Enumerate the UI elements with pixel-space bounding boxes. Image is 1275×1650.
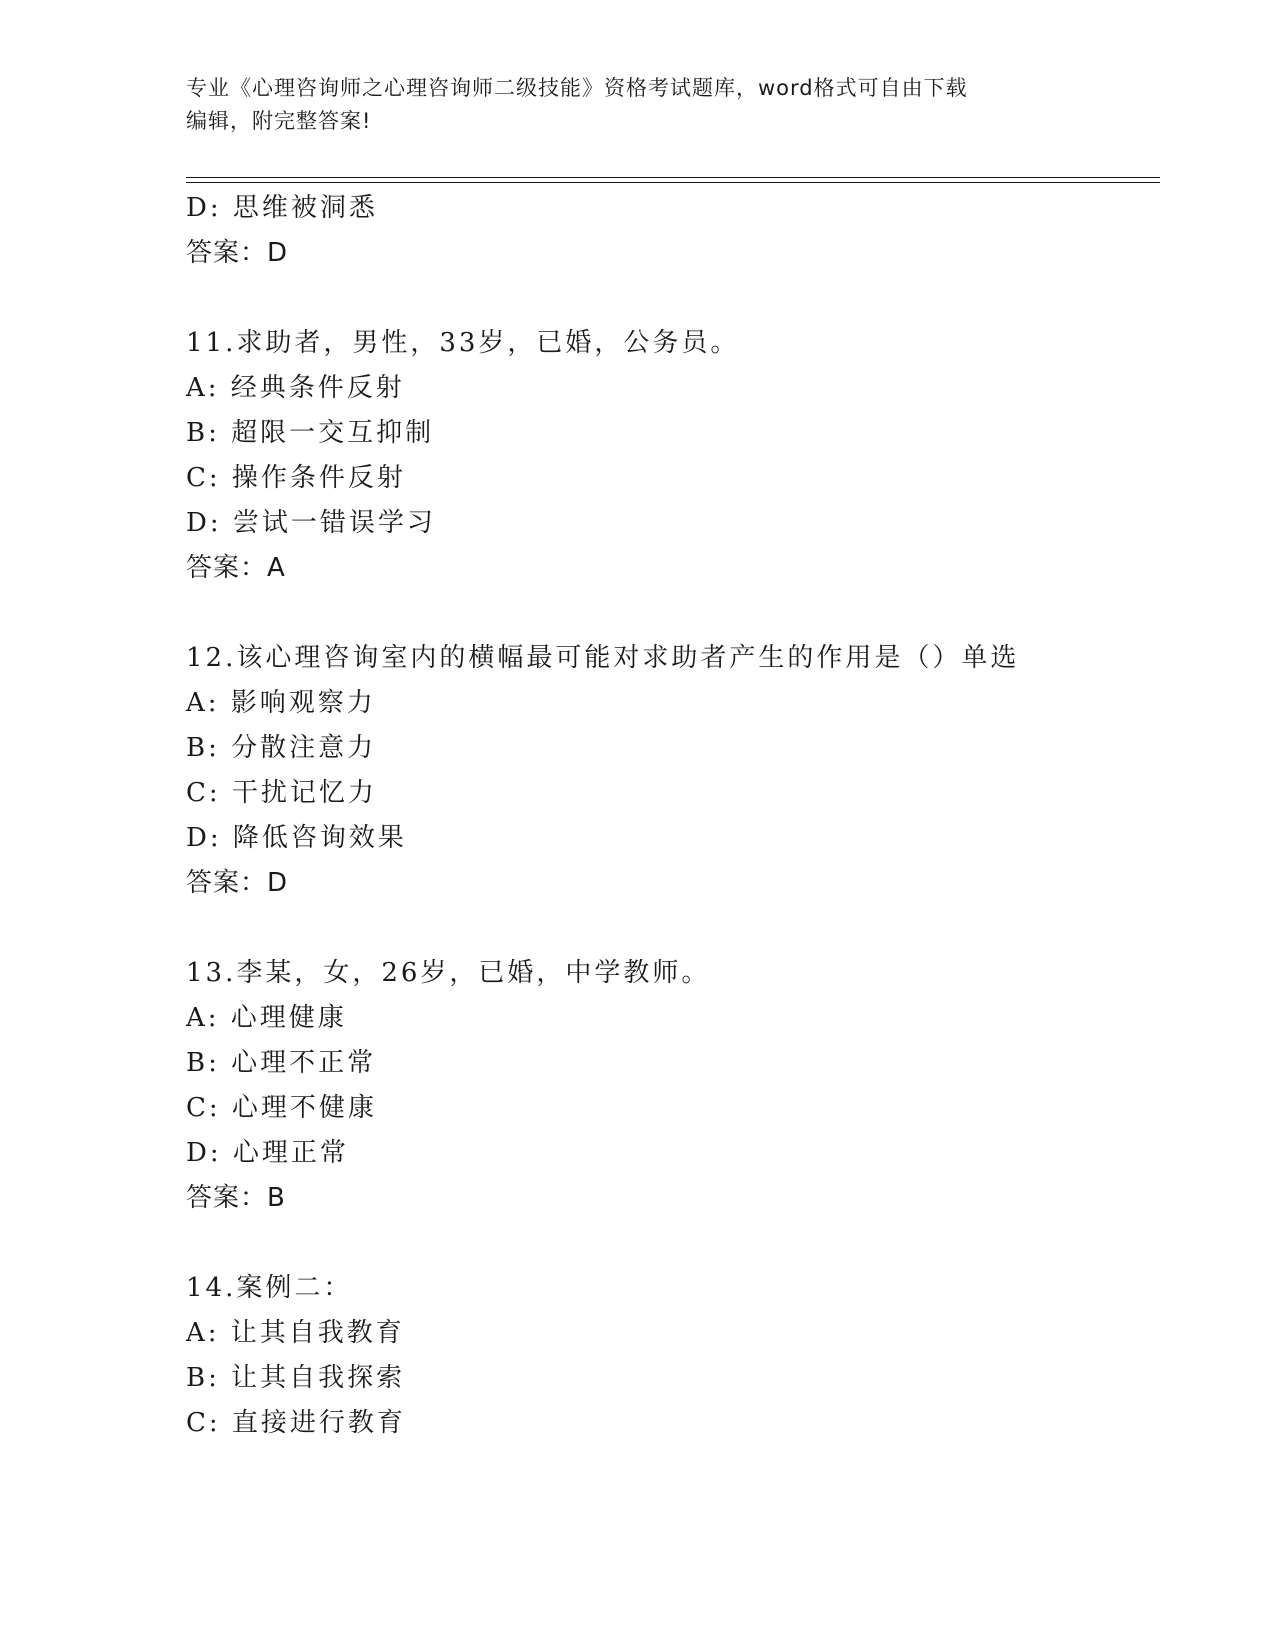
option-d: D: 降低咨询效果 <box>186 823 407 853</box>
option-a: A: 经典条件反射 <box>186 373 405 403</box>
option-d: D: 心理正常 <box>186 1138 349 1168</box>
option-b: B: 超限一交互抑制 <box>186 418 435 448</box>
option-b: B: 让其自我探索 <box>186 1363 406 1393</box>
option-d: D: 尝试一错误学习 <box>186 508 436 538</box>
option-c: C: 干扰记忆力 <box>186 778 377 808</box>
answer: 答案：B <box>186 1183 286 1213</box>
option-b: B: 分散注意力 <box>186 733 377 763</box>
document-header <box>186 72 1086 138</box>
option-b: B: 心理不正常 <box>186 1048 377 1078</box>
header-line-1: 专业《心理咨询师之心理咨询师二级技能》资格考试题库，word格式可自由下载 <box>186 76 968 100</box>
header-divider-top <box>186 177 1160 178</box>
option-c: C: 直接进行教育 <box>186 1408 406 1438</box>
question-stem: 12.该心理咨询室内的横幅最可能对求助者产生的作用是（）单选 <box>186 643 1020 673</box>
option-d: D: 思维被洞悉 <box>186 193 378 223</box>
option-a: A: 心理健康 <box>186 1003 347 1033</box>
option-a: A: 影响观察力 <box>186 688 376 718</box>
header-divider-bottom <box>186 182 1160 183</box>
header-line-2: 编辑，附完整答案! <box>186 109 372 133</box>
option-c: C: 操作条件反射 <box>186 463 406 493</box>
answer: 答案：A <box>186 553 286 583</box>
question-stem: 14.案例二： <box>186 1273 353 1303</box>
question-stem: 11.求助者，男性，33岁，已婚，公务员。 <box>186 328 740 358</box>
option-a: A: 让其自我教育 <box>186 1318 405 1348</box>
question-stem: 13.李某，女，26岁，已婚，中学教师。 <box>186 958 711 988</box>
option-c: C: 心理不健康 <box>186 1093 377 1123</box>
answer: 答案：D <box>186 868 289 898</box>
answer: 答案：D <box>186 238 289 268</box>
